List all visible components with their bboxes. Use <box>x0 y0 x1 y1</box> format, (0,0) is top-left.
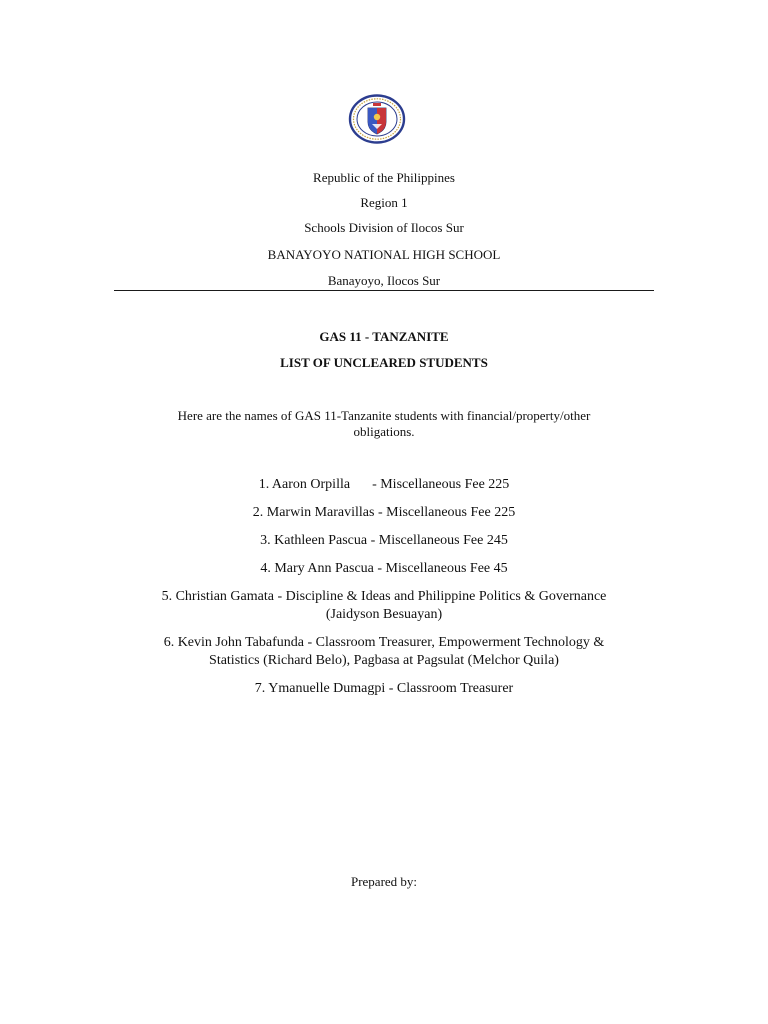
list-item-line: 5. Christian Gamata - Discipline & Ideas and Philippine Politics & Governance <box>161 589 607 604</box>
list-item <box>0 634 768 670</box>
list-item-line: 6. Kevin John Tabafunda - Classroom Treasurer, Empowerment Technology & <box>163 635 605 650</box>
header-divider <box>114 290 654 291</box>
list-item: 7. Ymanuelle Dumagpi - Classroom Treasurer <box>254 681 514 696</box>
header-region: Region 1 <box>360 195 408 210</box>
header-division: Schools Division of Ilocos Sur <box>304 220 464 235</box>
list-item: 4. Mary Ann Pascua - Miscellaneous Fee 45 <box>260 561 508 576</box>
list-item: 2. Marwin Maravillas - Miscellaneous Fee 225 <box>252 505 516 520</box>
list-item-line: Statistics (Richard Belo), Pagbasa at Pagsulat (Melchor Quila) <box>209 653 559 668</box>
intro-paragraph: Here are the names of GAS 11-Tanzanite students with financial/property/other obligations. <box>177 408 591 439</box>
list-item <box>0 588 768 624</box>
section-title: GAS 11 - TANZANITE <box>319 329 449 344</box>
student-name: 1. Aaron Orpilla <box>258 477 351 492</box>
prepared-by-label: Prepared by: <box>350 874 418 889</box>
header-country: Republic of the Philippines <box>313 170 455 185</box>
document-heading: LIST OF UNCLEARED STUDENTS <box>280 355 488 370</box>
list-item: 3. Kathleen Pascua - Miscellaneous Fee 245 <box>260 533 508 548</box>
list-item <box>0 476 768 494</box>
header-school-name: BANAYOYO NATIONAL HIGH SCHOOL <box>267 247 501 262</box>
deped-seal-logo <box>348 94 406 144</box>
header-address: Banayoyo, Ilocos Sur <box>327 273 441 288</box>
student-obligation: - Miscellaneous Fee 225 <box>372 477 510 492</box>
list-item-line: (Jaidyson Besuayan) <box>325 607 443 622</box>
